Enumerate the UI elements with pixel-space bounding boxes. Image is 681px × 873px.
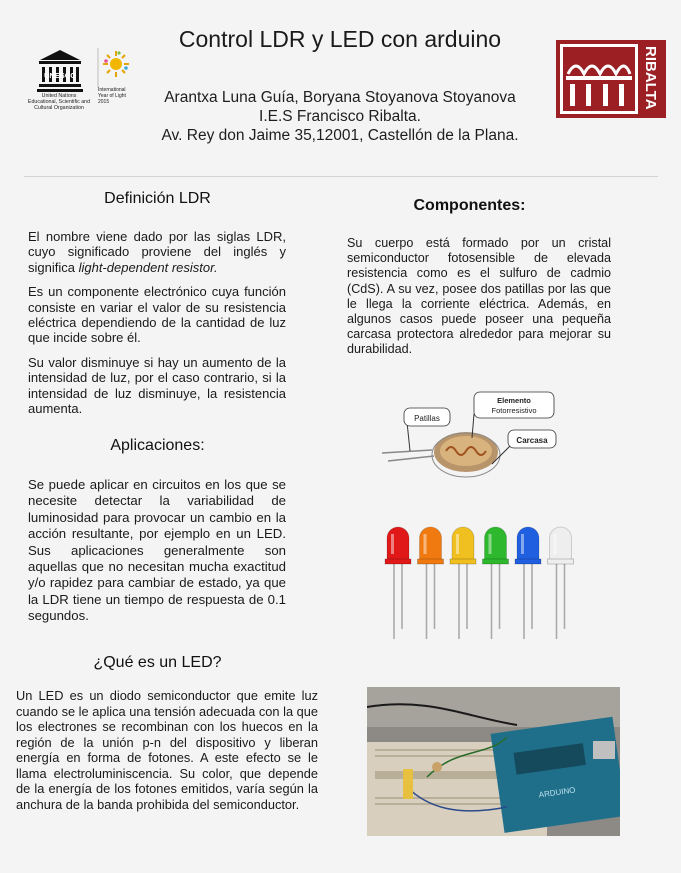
- label-elemento-2: Fotorresistivo: [491, 406, 537, 415]
- leds-image: [378, 524, 578, 644]
- label-patillas: Patillas: [414, 414, 440, 423]
- definicion-paragraph-1: El nombre viene dado por las siglas LDR, cuyo significado proviene del inglés y significa light-dependent resistor.: [28, 229, 286, 275]
- led-6: [548, 527, 574, 639]
- definicion-paragraph-3: Su valor disminuye si hay un aumento de la intensidad de luz, por el caso contrario, si la intensidad de luz disminuye, la resistencia aumenta.: [28, 354, 286, 417]
- led-paragraph: Un LED es un diodo semiconductor que emite luz cuando se le aplica una tensión adecuada con la que los electrones se recombinan con los huecos en la región de la unión p-n del dispositivo y liberan energía en forma de fotones. A este efecto se le llama electroluminiscencia. Su color, que depende de la energía de los fotones emitidos, varía según la anchura de la banda prohibida del semiconductor.: [16, 688, 318, 812]
- led-heading: ¿Qué es un LED?: [93, 654, 222, 671]
- aplicaciones-heading: Aplicaciones:: [110, 437, 205, 454]
- year-of-light-caption: International Year of Light 2015: [98, 87, 126, 105]
- ribalta-wordmark: RIBALTA: [642, 46, 659, 110]
- aplicaciones-paragraph: Se puede aplicar en circuitos en los que se necesite detectar la variabilidad de luminosidad para provocar un cambio en la acción resultante, por ejemplo en un LED. Sus aplicaciones generalmente son aquellas que no necesitan mucha exactitud y/o rapidez para cambiar de estado, ya que la LDR tiene un tiempo de respuesta de 0.1 segundos.: [28, 477, 286, 624]
- definicion-paragraph-2: Es un componente electrónico cuya función consiste en variar el valor de su resistencia eléctrica dependiendo de la cantidad de luz que incide sobre él.: [28, 284, 286, 346]
- year-of-light-logo: [96, 44, 134, 92]
- header-divider: [24, 176, 658, 177]
- led-5: [515, 527, 541, 639]
- authors-names: Arantxa Luna Guía, Boryana Stoyanova Stoyanova: [164, 89, 516, 106]
- led-4: [483, 527, 509, 639]
- school-address: Av. Rey don Jaime 35,12001, Castellón de la Plana.: [161, 127, 519, 144]
- ldr-diagram: [374, 388, 564, 488]
- led-3: [450, 527, 476, 639]
- label-elemento-1: Elemento: [497, 396, 531, 405]
- definicion-section: [28, 229, 286, 416]
- school-name: I.E.S Francisco Ribalta.: [259, 108, 421, 125]
- svg-text:ARDUINO: ARDUINO: [538, 785, 576, 800]
- unesco-caption: United Nations Educational, Scientific and Cultural Organization: [27, 93, 91, 111]
- definicion-heading: Definición LDR: [104, 190, 211, 207]
- led-2: [418, 527, 444, 639]
- ribalta-logo: [556, 40, 666, 118]
- authors-block: [130, 88, 550, 145]
- arduino-circuit-photo: [367, 687, 620, 836]
- led-1: [385, 527, 411, 639]
- componentes-heading: Componentes:: [413, 197, 526, 214]
- componentes-paragraph: Su cuerpo está formado por un cristal semiconductor fotosensible de elevada resistencia como es el sulfuro de cadmio (CdS). A su vez, posee dos patillas por las que le llega la corriente eléctrica. Además, en algunos casos puede poseer una pequeña carcasa protectora alrededor para mejorar su durabilidad.: [347, 236, 611, 357]
- definicion-term: light-dependent resistor.: [78, 259, 218, 275]
- poster-title: Control LDR y LED con arduino: [178, 26, 502, 52]
- label-carcasa: Carcasa: [516, 436, 548, 445]
- unesco-wordmark: UNESCO: [43, 71, 77, 80]
